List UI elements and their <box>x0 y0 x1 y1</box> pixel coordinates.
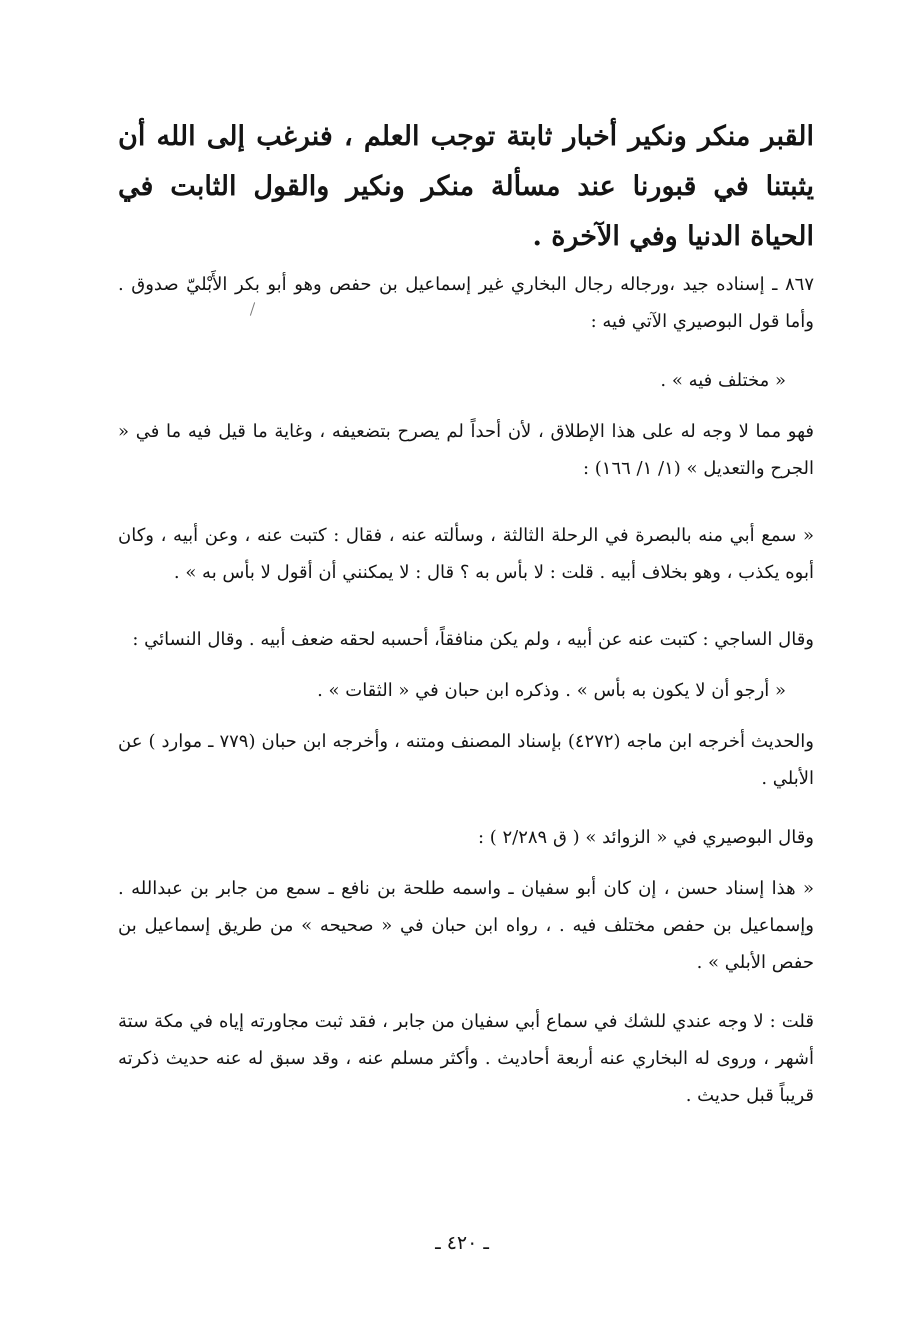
paragraph-jarh: فهو مما لا وجه له على هذا الإطلاق ، لأن أحداً لم يصرح بتضعيفه ، وغاية ما قيل فيه ما في « الجرح والتعديل » (١/ ١/ ١٦٦) : <box>118 421 814 479</box>
paragraph-saji: وقال الساجي : كتبت عنه عن أبيه ، ولم يكن منافقاً، أحسبه لحقه ضعف أبيه . وقال النسائي : <box>132 629 814 650</box>
quote-nasai: « أرجو أن لا يكون به بأس » . وذكره ابن حبان في « الثقات » . <box>317 680 786 701</box>
quote-zawaid: « هذا إسناد حسن ، إن كان أبو سفيان ـ واسمه طلحة بن نافع ـ سمع من جابر بن عبدالله . وإسماعيل بن حفص مختلف فيه . ، رواه ابن حبان في « صحيحه » من طريق إسماعيل بن حفص الأبلي » . <box>118 878 814 973</box>
footnote-867: ٨٦٧ ـ إسناده جيد ،ورجاله رجال البخاري غير إسماعيل بن حفص وهو أبو بكر الأَبْليّ صدوق . وأما قول البوصيري الآتي فيه : <box>118 274 814 332</box>
paragraph-takhrij: والحديث أخرجه ابن ماجه (٤٢٧٢) بإسناد المصنف ومتنه ، وأخرجه ابن حبان (٧٧٩ ـ موارد ) عن الأبلي . <box>118 731 814 789</box>
quote-abi-hatim: « سمع أبي منه بالبصرة في الرحلة الثالثة ، وسألته عنه ، فقال : كتبت عنه ، وعن أبيه ، وكان أبوه يكذب ، وهو بخلاف أبيه . قلت : لا بأس به ؟ قال : لا يمكنني أن أقول لا بأس به » . <box>118 525 814 583</box>
main-text: القبر منكر ونكير أخبار ثابتة توجب العلم ، فنرغب إلى الله أن يثبتنا في قبورنا عند مسألة منكر ونكير والقول الثابت في الحياة الدنيا وفي الآخرة . <box>118 121 814 252</box>
page-body <box>118 112 814 1114</box>
quote-mukhtalaf: « مختلف فيه » . <box>660 370 786 391</box>
paragraph-busiri: وقال البوصيري في « الزوائد » ( ق ٢/٢٨٩ ) : <box>477 827 814 848</box>
paragraph-conclusion: قلت : لا وجه عندي للشك في سماع أبي سفيان من جابر ، فقد ثبت مجاورته إياه في مكة ستة أشهر ، وروى له البخاري عنه أربعة أحاديث . وأكثر مسلم عنه ، وقد سبق له عنه حديث ذكرته قريباً قبل حديث . <box>118 1011 814 1106</box>
page-number: ـ ٤٢٠ ـ <box>435 1232 489 1254</box>
